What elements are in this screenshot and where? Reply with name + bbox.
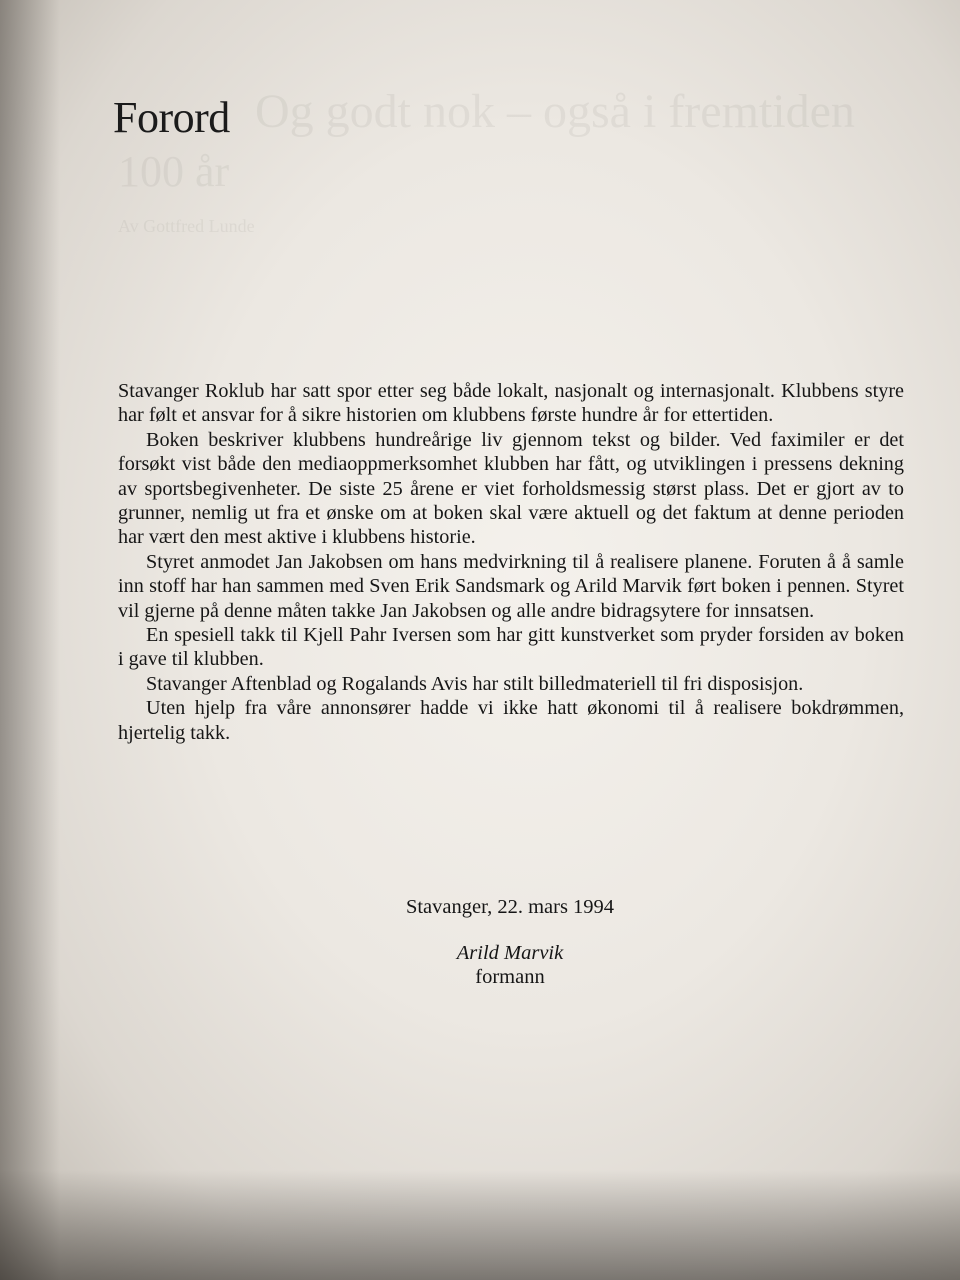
page-title: Forord <box>113 93 230 142</box>
paragraph: Uten hjelp fra våre annonsører hadde vi ikke hatt økonomi til å realisere bokdrømmen, hjertelig takk. <box>118 697 904 744</box>
paragraph: Styret anmodet Jan Jakobsen om hans medvirkning til å realisere planene. Foruten å å samle inn stoff har han sammen med Sven Erik Sandsmark og Arild Marvik ført boken i pennen. Styret vil gjerne på denne måten takke Jan Jakobsen og alle andre bidragsytere for innsatsen. <box>118 550 904 622</box>
paragraph: Stavanger Roklub har satt spor etter seg både lokalt, nasjonalt og internasjonalt. Klubbens styre har følt et ansvar for å sikre historien om klubbens første hundre år for ettertiden. <box>118 380 904 427</box>
page-shadow-bottom <box>0 1170 960 1280</box>
signer-role: formann <box>475 966 545 988</box>
foreword-body <box>118 379 904 745</box>
page-shadow-left <box>0 0 60 1280</box>
paragraph: Stavanger Aftenblad og Rogalands Avis har stilt billedmateriell til fri disposisjon. <box>146 672 804 695</box>
bleed-through-subheading: 100 år <box>118 147 230 196</box>
bleed-through-heading: Og godt nok – også i fremtiden <box>255 85 855 138</box>
paragraph: Boken beskriver klubbens hundreårige liv gjennom tekst og bilder. Ved faximiler er det forsøkt vist både den mediaoppmerksomhet klubben har fått, og utviklingen i pressens dekning av sportsbegivenheter. De siste 25 årene er viet forholdsmessig størst plass. Det er gjort av to grunner, nemlig ut fra et ønske om at boken skal være aktuell og det faktum at denne perioden har vært den mest aktive i klubbens historie. <box>118 428 904 549</box>
paragraph: En spesiell takk til Kjell Pahr Iversen som har gitt kunstverket som pryder forsiden av boken i gave til klubben. <box>118 624 904 671</box>
signer-name: Arild Marvik <box>456 942 564 964</box>
bleed-through-byline: Av Gottfred Lunde <box>118 216 255 236</box>
place-date: Stavanger, 22. mars 1994 <box>405 896 615 918</box>
